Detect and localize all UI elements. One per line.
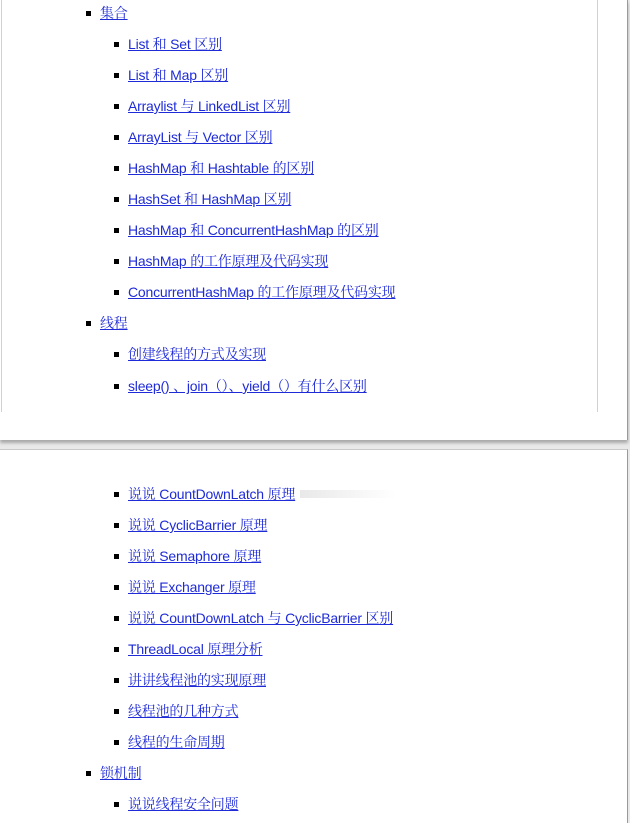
toc-link-collections[interactable]: 集合 [100,5,128,21]
toc-subitem [114,251,328,271]
bullet-icon [114,384,119,389]
toc-subitem [114,344,266,364]
bullet-icon [114,42,119,47]
page-frame-left-line [1,0,2,412]
toc-link[interactable]: 说说 CyclicBarrier 原理 [128,517,268,533]
bullet-icon [114,616,119,621]
toc-link[interactable]: List 和 Map 区别 [128,67,229,83]
bullet-icon [114,678,119,683]
bullet-icon [114,802,119,807]
toc-subitem [114,158,314,178]
toc-link-threads[interactable]: 线程 [100,315,128,331]
bullet-icon [114,73,119,78]
bullet-icon [114,166,119,171]
toc-link[interactable]: ConcurrentHashMap 的工作原理及代码实现 [128,284,396,300]
toc-item-collections [86,3,128,23]
toc-subitem [114,220,379,240]
toc-subitem [114,546,261,566]
scan-artifact [300,490,395,498]
toc-subitem [114,639,263,659]
toc-link[interactable]: 说说 Semaphore 原理 [128,548,262,564]
toc-subitem [114,608,393,628]
toc-subitem [114,794,238,814]
toc-link-locks[interactable]: 锁机制 [100,765,142,781]
toc-subitem [114,732,225,752]
toc-link[interactable]: ThreadLocal 原理分析 [128,641,263,657]
toc-subitem [114,96,290,116]
bullet-icon [114,104,119,109]
page-frame-right-line [597,0,598,412]
toc-subitem [114,515,267,535]
toc-link[interactable]: HashMap 的工作原理及代码实现 [128,253,329,269]
bullet-icon [86,771,91,776]
toc-link[interactable]: 讲讲线程池的实现原理 [128,672,266,688]
toc-link[interactable]: 说说 CountDownLatch 与 CyclicBarrier 区别 [128,610,394,626]
toc-link[interactable]: 创建线程的方式及实现 [128,346,266,362]
toc-subitem [114,65,228,85]
toc-subitem [114,670,266,690]
toc-link[interactable]: HashSet 和 HashMap 区别 [128,191,292,207]
bullet-icon [114,259,119,264]
bullet-icon [114,228,119,233]
bullet-icon [114,352,119,357]
toc-subitem [114,189,291,209]
toc-item-threads [86,313,128,333]
toc-item-locks [86,763,141,783]
bullet-icon [114,290,119,295]
toc-subitem [114,577,256,597]
bullet-icon [114,709,119,714]
bullet-icon [114,554,119,559]
toc-link[interactable]: List 和 Set 区别 [128,36,222,52]
bullet-icon [86,321,91,326]
bullet-icon [114,492,119,497]
bullet-icon [114,740,119,745]
bullet-icon [86,11,91,16]
bullet-icon [114,647,119,652]
toc-subitem [114,376,367,396]
bullet-icon [114,523,119,528]
toc-subitem [114,701,238,721]
toc-subitem [114,34,222,54]
toc-subitem [114,484,295,504]
toc-link[interactable]: 说说线程安全问题 [128,796,239,812]
toc-link[interactable]: 说说 CountDownLatch 原理 [128,486,296,502]
toc-subitem [114,127,272,147]
document-page-2 [0,449,628,823]
toc-subitem [114,282,395,302]
toc-link[interactable]: HashMap 和 ConcurrentHashMap 的区别 [128,222,379,238]
toc-link[interactable]: 线程的生命周期 [128,734,225,750]
toc-link[interactable]: sleep() 、join（）、yield（）有什么区别 [128,378,367,394]
toc-link[interactable]: 线程池的几种方式 [128,703,239,719]
bullet-icon [114,135,119,140]
bullet-icon [114,585,119,590]
toc-link[interactable]: ArrayList 与 Vector 区别 [128,129,273,145]
toc-link[interactable]: 说说 Exchanger 原理 [128,579,256,595]
toc-link[interactable]: HashMap 和 Hashtable 的区别 [128,160,315,176]
toc-link[interactable]: Arraylist 与 LinkedList 区别 [128,98,291,114]
bullet-icon [114,197,119,202]
